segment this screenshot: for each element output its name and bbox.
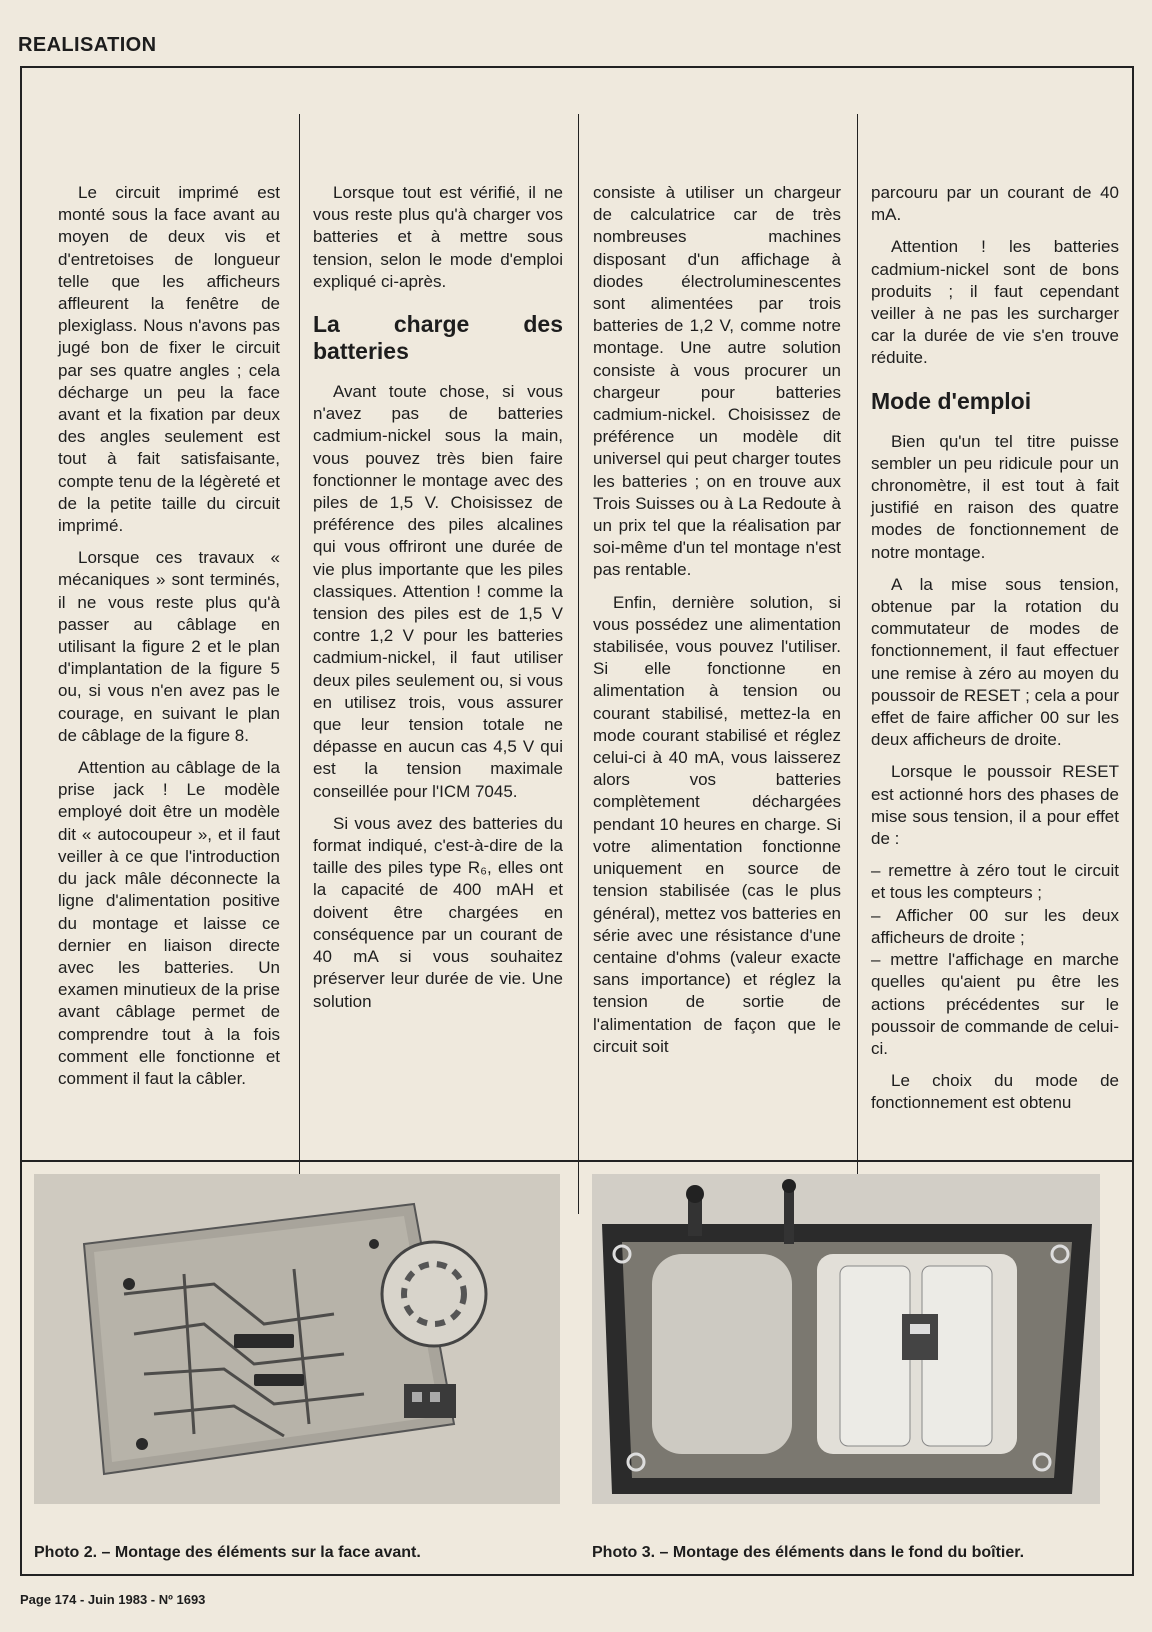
page-footer: Page 174 - Juin 1983 - Nº 1693 — [20, 1592, 206, 1607]
section-heading-charge: La charge des batteries — [313, 311, 563, 365]
paragraph: Le choix du mode de fonctionnement est obtenu — [871, 1071, 1119, 1113]
list-item: – remettre à zéro tout le circuit et tous les compteurs ; — [871, 861, 1119, 903]
column-divider — [578, 114, 579, 1214]
paragraph: Lorsque tout est vérifié, il ne vous reste plus qu'à charger vos batteries et à mettre sous tension, selon le mode d'emploi expliqué ci-après. — [313, 183, 563, 291]
paragraph: Le circuit imprimé est monté sous la face avant au moyen de deux vis et d'entretoises de longueur telle que les afficheurs affleurent la fenêtre de plexiglass. Nous n'avons pas jugé bon de fixer le circuit par ses quatre angles ; cela décharge un peu la face avant et la fixation par deux des angles seulement est tout à fait satisfaisante, compte tenu de la légèreté et de la petite taille du circuit imprimé. — [58, 183, 280, 536]
column-divider — [299, 114, 300, 1214]
paragraph: Lorsque ces travaux « mécaniques » sont terminés, il ne vous reste plus qu'à passer au câblage en utilisant la figure 2 et le plan d'implantation de la figure 5 ou, si vous n'en avez pas le courage, en suivant le plan de câblage de la figure 8. — [58, 548, 280, 745]
circuit-board-illustration — [34, 1174, 560, 1504]
paragraph: parcouru par un courant de 40 mA. — [871, 183, 1119, 225]
photo-caption: Photo 2. – Montage des éléments sur la face avant. — [34, 1544, 421, 1561]
text-column-4 — [871, 182, 1119, 1125]
paragraph: Attention au câblage de la prise jack ! Le modèle employé doit être un modèle dit « autocoupeur », et il faut veiller à ce que l'introduction du jack mâle déconnecte la ligne d'alimentation positive du montage et laisse ce dernier en liaison directe avec les batteries. Un examen minutieux de la prise avant câblage permet de comprendre tout à la fois comment elle fonctionne et comment il faut la câbler. — [58, 758, 280, 1088]
box-interior-illustration — [592, 1174, 1100, 1504]
text-bottom-rule — [20, 1160, 1134, 1162]
section-label: REALISATION — [18, 34, 157, 56]
paragraph: Avant toute chose, si vous n'avez pas de batteries cadmium-nickel sous la main, vous pouvez très bien faire fonctionner le montage avec des piles de 1,5 V. Choisissez de préférence des piles alcalines qui vous offriront une durée de vie plus importante que les piles classiques. Attention ! comme la tension des piles est de 1,5 V contre 1,2 V pour les batteries cadmium-nickel, il faut utiliser deux piles seulement ou, si vous en utilisez trois, vous assurer que leur tension totale ne dépasse en aucun cas 4,5 V qui est la tension maximale conseillée pour l'ICM 7045. — [313, 382, 563, 801]
section-heading-mode: Mode d'emploi — [871, 387, 1032, 414]
paragraph: Lorsque le poussoir RESET est actionné hors des phases de mise sous tension, il a pour effet de : — [871, 762, 1119, 849]
paragraph: consiste à utiliser un chargeur de calculatrice car de très nombreuses machines disposant d'un affichage à diodes électroluminescentes sont alimentées par trois batteries de 1,2 V, comme notre montage. Une autre solution consiste à vous procurer un chargeur pour batteries cadmium-nickel. Choisissez de préférence un modèle dit universel qui peut charger toutes les batteries ; on en trouve aux Trois Suisses ou à La Redoute à un prix tel que la réalisation par soi-même d'un tel montage n'est pas rentable. — [593, 183, 841, 580]
photo-box-interior — [592, 1174, 1100, 1504]
column-divider — [857, 114, 858, 1214]
text-column-2 — [313, 182, 563, 1023]
photo-front-panel — [34, 1174, 560, 1504]
paragraph: Attention ! les batteries cadmium-nickel sont de bons produits ; il faut cependant veiller à ne pas les surcharger car la durée de vie s'en trouve réduite. — [871, 237, 1119, 368]
list-item: – mettre l'affichage en marche quelles qu'aient pu être les actions précédentes sur le poussoir de commande de celui-ci. — [871, 950, 1119, 1058]
paragraph: Enfin, dernière solution, si vous possédez une alimentation stabilisée, vous pouvez l'utiliser. Si elle fonctionne en alimentation à tension ou courant stabilisé, mettez-la en mode courant stabilisé et réglez celui-ci à 40 mA, vous laisserez alors vos batteries complètement déchargées pendant 10 heures en charge. Si votre alimentation fonctionne uniquement en source de tension stabilisée (cas le plus général), mettez vos batteries en série avec une résistance d'une centaine d'ohms (valeur exacte sans importance) et réglez la tension de sortie de l'alimentation de façon que le circuit soit — [593, 592, 841, 1056]
text-column-3 — [593, 182, 841, 1068]
paragraph: Bien qu'un tel titre puisse sembler un peu ridicule pour un chronomètre, il est tout à fait justifié en raison des quatre modes de fonctionnement de notre montage. — [871, 431, 1119, 562]
photo-caption: Photo 3. – Montage des éléments dans le fond du boîtier. — [592, 1544, 1025, 1561]
text-column-1 — [58, 182, 280, 1100]
paragraph: A la mise sous tension, obtenue par la rotation du commutateur de modes de fonctionnement, il faut effectuer une remise à zéro au moyen du poussoir de RESET ; cela a pour effet de faire afficher 00 sur les deux afficheurs de droite. — [871, 574, 1119, 750]
paragraph: Si vous avez des batteries du format indiqué, c'est-à-dire de la taille des piles type R₆, elles ont la capacité de 400 mAH et doivent être chargées en conséquence par un courant de 40 mA si vous souhaitez préserver leur durée de vie. Une solution — [313, 813, 563, 1011]
list-item: – Afficher 00 sur les deux afficheurs de droite ; — [871, 905, 1119, 947]
